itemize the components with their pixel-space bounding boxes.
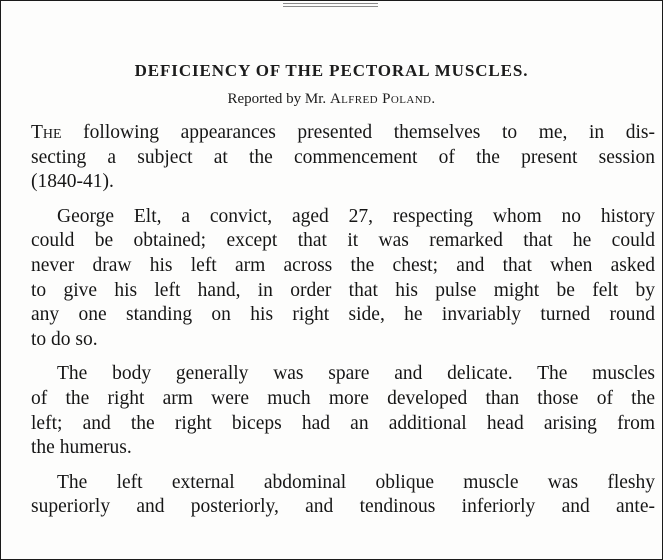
text-line: the humerus. — [31, 437, 132, 459]
text-line: George Elt, a convict, aged 27, respecting whom no history — [57, 205, 655, 227]
paragraph-4 — [31, 471, 655, 520]
article-title: DEFICIENCY OF THE PECTORAL MUSCLES. — [134, 61, 529, 80]
text-line: left; and the right biceps had an additional head arising from — [31, 412, 655, 434]
paragraph-3 — [31, 362, 655, 460]
byline-author: Alfred Poland. — [329, 91, 436, 107]
text-line: secting a subject at the commencement of the present session — [31, 146, 655, 168]
paragraph-2 — [31, 205, 655, 353]
text-line: The body generally was spare and delicate. The muscles — [57, 363, 655, 385]
lead-word: The — [31, 122, 62, 143]
byline-prefix: Reported by Mr. — [227, 91, 327, 107]
text-line: superiorly and posteriorly, and tendinous inferiorly and ante- — [31, 496, 655, 518]
article-body — [31, 121, 655, 530]
text-line: to do so. — [31, 328, 98, 350]
text-line: The left external abdominal oblique muscle was fleshy — [57, 471, 655, 493]
text-line: of the right arm were much more developed than those of the — [31, 387, 655, 409]
text-line: any one standing on his right side, he invariably turned round — [31, 304, 655, 326]
text-line: The following appearances presented themselves to me, in dis- — [31, 122, 655, 143]
text-line: to give his left hand, in order that his pulse might be felt by — [31, 279, 655, 301]
text-line: (1840-41). — [31, 171, 114, 193]
article-byline — [1, 91, 662, 108]
header-rule — [283, 3, 378, 11]
text-line: never draw his left arm across the chest; and that when asked — [31, 254, 655, 276]
paragraph-1 — [31, 121, 655, 195]
text-line: could be obtained; except that it was remarked that he could — [31, 230, 655, 252]
